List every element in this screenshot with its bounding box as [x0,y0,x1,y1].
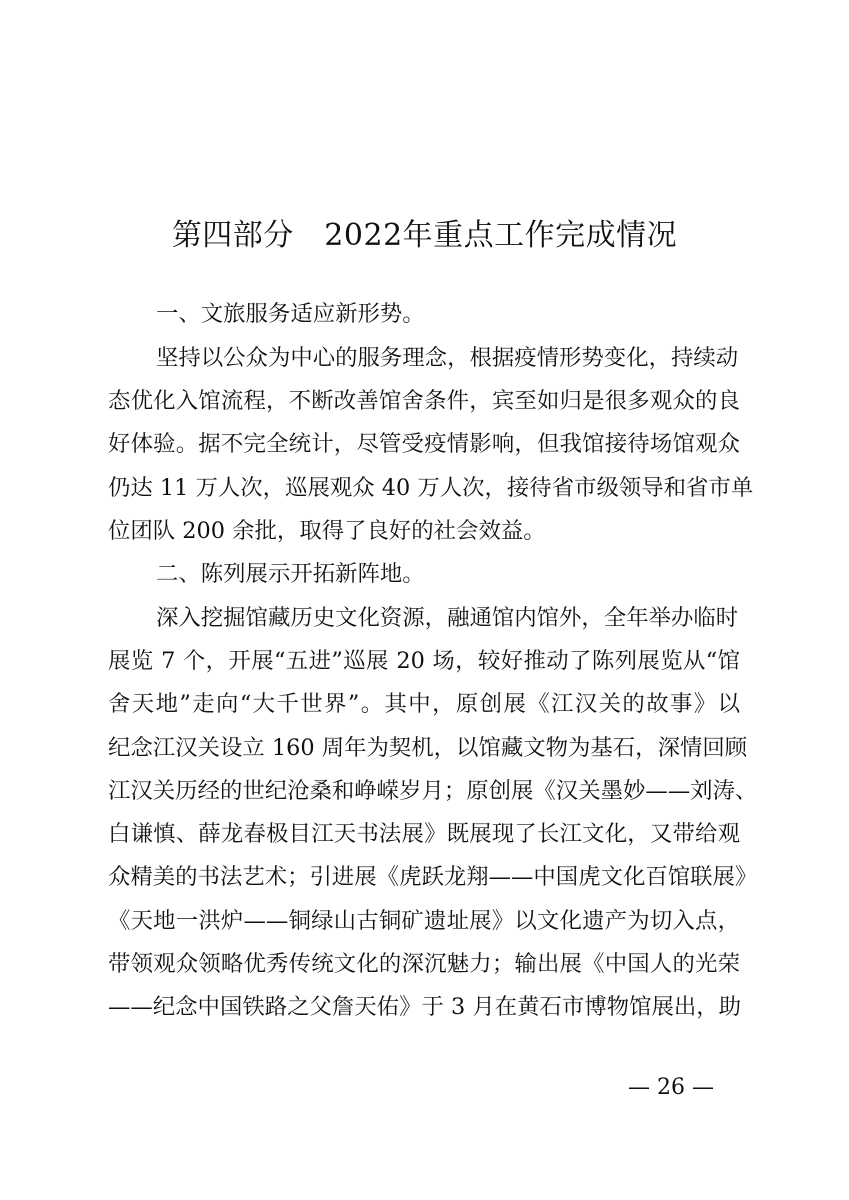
paragraph-line: 位团队 200 余批，取得了良好的社会效益。 [108,518,546,544]
paragraph-line: 《天地一洪炉——铜绿山古铜矿遗址展》以文化遗产为切入点， [108,908,740,934]
section-heading-1: 一、文旅服务适应新形势。 [156,301,425,327]
section-heading-2: 二、陈列展示开拓新阵地。 [156,561,425,587]
paragraph-line: 坚持以公众为中心的服务理念，根据疫情形势变化，持续动 [156,345,739,371]
paragraph-line: 仍达 11 万人次，巡展观众 40 万人次，接待省市级领导和省市单 [108,475,754,501]
paragraph-line: 深入挖掘馆藏历史文化资源，融通馆内馆外，全年举办临时 [156,605,739,631]
paragraph-line: 展览 7 个，开展“五进”巡展 20 场，较好推动了陈列展览从“馆 [108,648,740,674]
paragraph-line: 白谦慎、薛龙春极目江天书法展》既展现了长江文化，又带给观 [108,821,740,847]
paragraph-line: 纪念江汉关设立 160 周年为契机，以馆藏文物为基石，深情回顾 [108,735,748,761]
paragraph-line: 江汉关历经的世纪沧桑和峥嵘岁月；原创展《汉关墨妙——刘涛、 [108,778,758,804]
page-number: — 26 — [628,1075,714,1100]
paragraph-line: 态优化入馆流程，不断改善馆舍条件，宾至如归是很多观众的良 [108,388,740,414]
paragraph-line: 舍天地”走向“大千世界”。其中，原创展《江汉关的故事》以 [108,691,740,717]
paragraph-line: ——纪念中国铁路之父詹天佑》于 3 月在黄石市博物馆展出，助 [108,994,742,1020]
paragraph-line: 带领观众领略优秀传统文化的深沉魅力；输出展《中国人的光荣 [108,951,740,977]
paragraph-line: 好体验。据不完全统计，尽管受疫情影响，但我馆接待场馆观众 [108,431,740,457]
page-title: 第四部分 2022年重点工作完成情况 [171,218,678,253]
paragraph-line: 众精美的书法艺术；引进展《虎跃龙翔——中国虎文化百馆联展》 [108,864,758,890]
